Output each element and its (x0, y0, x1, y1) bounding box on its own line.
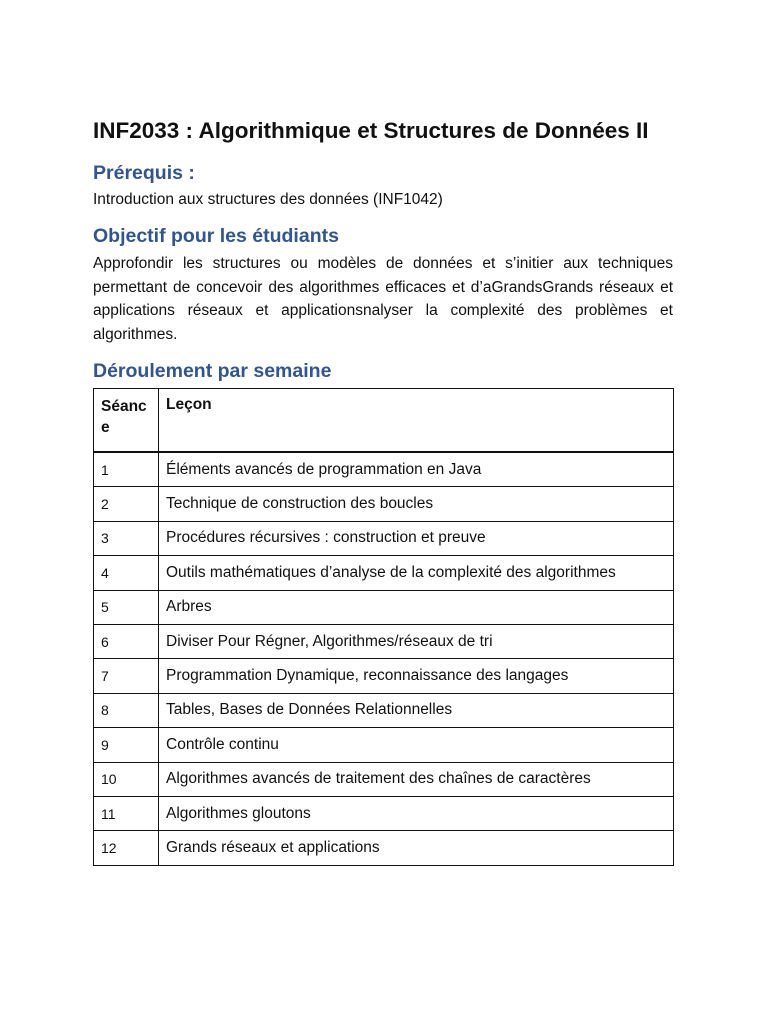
lecon-title: Algorithmes gloutons (159, 796, 674, 830)
seance-number: 7 (94, 659, 159, 693)
table-row (94, 521, 674, 555)
lecon-title: Outils mathématiques d’analyse de la complexité des algorithmes (159, 556, 674, 590)
seance-number: 5 (94, 590, 159, 624)
table-row (94, 624, 674, 658)
table-row (94, 796, 674, 830)
seance-number: 9 (94, 728, 159, 762)
deroulement-heading: Déroulement par semaine (93, 360, 332, 382)
lecon-title: Contrôle continu (159, 728, 674, 762)
schedule-table (93, 388, 674, 866)
lecon-title: Technique de construction des boucles (159, 487, 674, 521)
lecon-title: Procédures récursives : construction et preuve (159, 521, 674, 555)
objectif-text: Approfondir les structures ou modèles de données et s’initier aux techniques permettant de concevoir des algorithmes efficaces et d’aGrandsGrands réseaux et applications réseaux et applicationsnalyser la complexité des problèmes et algorithmes. (93, 255, 673, 344)
seance-number: 3 (94, 521, 159, 555)
lecon-title: Éléments avancés de programmation en Java (159, 452, 674, 487)
seance-number: 12 (94, 831, 159, 865)
seance-number: 1 (94, 452, 159, 487)
header-lecon: Leçon (159, 389, 674, 453)
table-row (94, 693, 674, 727)
objectif-heading: Objectif pour les étudiants (93, 225, 339, 247)
table-row (94, 831, 674, 865)
table-row (94, 728, 674, 762)
seance-number: 10 (94, 762, 159, 796)
lecon-title: Diviser Pour Régner, Algorithmes/réseaux de tri (159, 624, 674, 658)
prerequis-text: Introduction aux structures des données (INF1042) (93, 191, 443, 208)
course-title: INF2033 : Algorithmique et Structures de Données II (93, 118, 649, 143)
table-row (94, 659, 674, 693)
seance-number: 4 (94, 556, 159, 590)
lecon-title: Grands réseaux et applications (159, 831, 674, 865)
prerequis-heading: Prérequis : (93, 162, 195, 184)
lecon-title: Algorithmes avancés de traitement des chaînes de caractères (159, 762, 674, 796)
seance-number: 11 (94, 796, 159, 830)
lecon-title: Arbres (159, 590, 674, 624)
header-seance: Séance (94, 389, 159, 453)
table-row (94, 452, 674, 487)
table-row (94, 556, 674, 590)
table-row (94, 487, 674, 521)
lecon-title: Programmation Dynamique, reconnaissance des langages (159, 659, 674, 693)
table-header-row (94, 389, 674, 453)
seance-number: 8 (94, 693, 159, 727)
table-row (94, 762, 674, 796)
table-row (94, 590, 674, 624)
lecon-title: Tables, Bases de Données Relationnelles (159, 693, 674, 727)
seance-number: 2 (94, 487, 159, 521)
seance-number: 6 (94, 624, 159, 658)
